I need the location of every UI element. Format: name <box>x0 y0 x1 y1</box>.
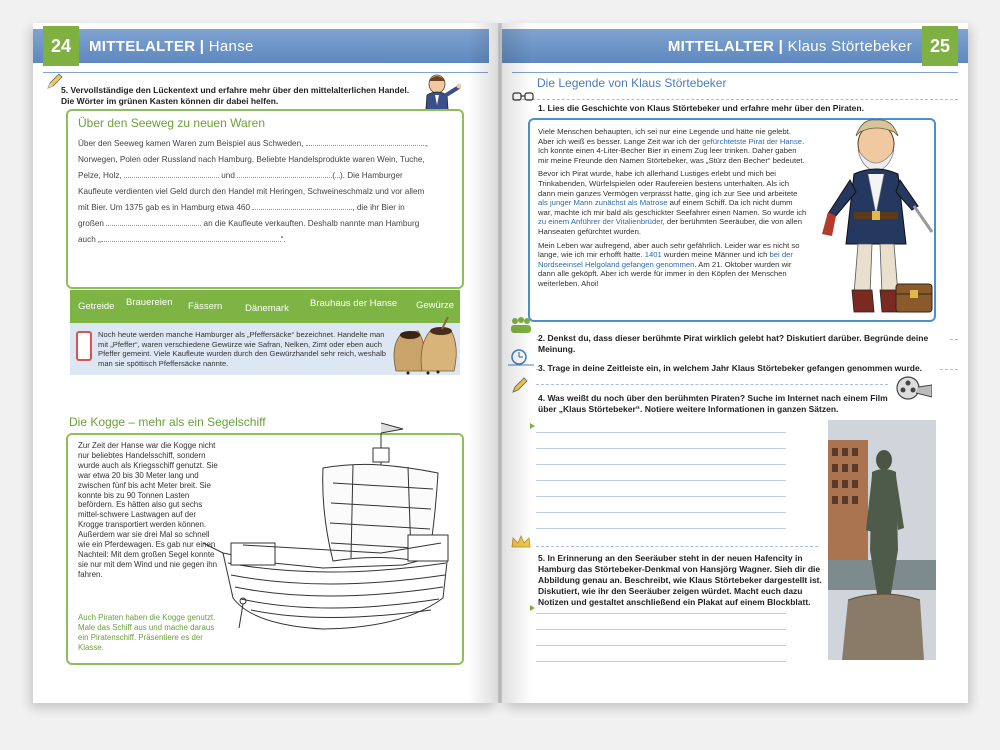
blank-1[interactable] <box>306 137 426 146</box>
kogge-text: Zur Zeit der Hanse war die Kogge nicht nur beliebtes Handelsschiff, sondern wurde auch als Kriegsschiff genutzt. Sie war etwa 20 bis 30 Meter lang und zwischen fünf bis acht Meter breit. Sie konnte bis zu 90 Tonnen Lasten befördern. Es hätten also gut sechs mittel-schwere Lastwagen auf der Krogge transportiert werden können. Außerdem war sie drei Mal so schnell wie ein Pferdewagen. Es gab nur einen Nachteil: Mit dem großen Segel konnte sie nur mit dem Wind und nie gegen ihn fahren. <box>78 441 218 579</box>
word-item: Gewürze <box>416 300 455 311</box>
blank-3[interactable] <box>237 169 332 178</box>
stortebeker-monument-photo <box>828 420 936 660</box>
blank-2[interactable] <box>124 169 219 178</box>
page-number: 24 <box>43 26 79 66</box>
pencil-icon <box>510 375 530 395</box>
cloze-text: Über den Seeweg kamen Waren zum Beispiel aus Schweden, , Norwegen, Polen oder Russland nach Hamburg. Beliebte Handelsprodukte waren Wein, Tuche, Pelze, Holz, und ( ). Die Hamburger Kaufleute verdienten viel Geld durch den Handel mit Heringen, Schweineschmalz und vor allem mit Bier. Um 1375 gab es in Hamburg etwa 460 , die ihr Bier in großen an die Kaufleute verkauften. Deshalb nannte man Hamburg auch „ “. <box>78 139 428 244</box>
divider <box>512 72 958 73</box>
page-title: MITTELALTER | Hanse <box>89 38 254 55</box>
story-box <box>528 118 936 322</box>
task-5: 5. Vervollständige den Lückentext und erfahre mehr über den mittelalterlichen Handel. Die Wörter im grünen Kasten können dir dabei helfen. <box>61 85 410 106</box>
word-item: Fässern <box>188 301 223 312</box>
film-reel-icon <box>896 375 932 401</box>
word-item: Brauereien <box>126 297 173 308</box>
word-item: Dänemark <box>245 303 289 314</box>
task-2: 2. Denkst du, dass dieser berühmte Pirat wirklich gelebt hat? Diskutiert darüber. Begründe deine Meinung. <box>538 333 948 355</box>
crown-icon <box>510 535 532 549</box>
page-title: MITTELALTER | Klaus Störtebeker <box>667 38 912 55</box>
kogge-title: Die Kogge – mehr als ein Segelschiff <box>69 415 266 429</box>
glasses-icon <box>512 91 534 103</box>
cloze-title: Über den Seeweg zu neuen Waren <box>78 116 266 130</box>
page-header-left <box>33 29 489 63</box>
task-5: 5. In Erinnerung an den Seeräuber steht in der neuen Hafencity in Hamburg das Störtebeker-Denkmal von Hansjörg Wagner. Sieh dir die Abbildung genau an. Beschreibt, wie Klaus Störtebeker dargestellt ist. Diskutiert, wie ihr den Seeräuber zeigen würdet. Macht euch dazu Notizen und gestaltet anschließend ein Plakat auf einem Blockblatt. <box>538 553 822 607</box>
kogge-ship-drawing <box>203 403 453 643</box>
right-page <box>502 23 968 703</box>
blank-5[interactable] <box>106 217 201 226</box>
info-box <box>70 323 460 375</box>
timeline-icon <box>508 346 534 366</box>
page-header-right <box>502 29 968 63</box>
task-3: 3. Trage in deine Zeitleiste ein, in welchem Jahr Klaus Störtebeker gefangen genommen wurde. <box>538 363 938 374</box>
blank-4[interactable] <box>252 201 352 210</box>
pirate-illustration <box>814 114 938 326</box>
info-text: Noch heute werden manche Hamburger als „Pfeffersäcke“ bezeichnet. Handelte man mit „Pfeffer“, waren verschiedene Gewürze wie Safran, Nelken, Zimt oder eben auch Pfeffer gemeint. Viele Kaufleute wurden durch den Gewürzhandel sehr reich, weshalb man sie spöttisch Pfeffersäcke nannte. <box>98 330 387 368</box>
word-item: Brauhaus der Hanse <box>310 298 398 309</box>
info-icon <box>76 331 92 361</box>
group-discussion-icon <box>510 316 532 334</box>
left-page <box>33 23 498 703</box>
word-item: Getreide <box>78 301 115 312</box>
page-number: 25 <box>922 26 958 66</box>
divider <box>536 384 888 385</box>
spice-sacks-image <box>388 315 460 375</box>
blank-6[interactable] <box>101 233 281 242</box>
task-4: 4. Was weißt du noch über den berühmten Piraten? Suche im Internet nach einem Film über „Klaus Störtebeker“. Notiere weitere Informationen in ganzen Sätzen. <box>538 393 888 414</box>
kogge-task: Auch Piraten haben die Kogge genutzt. Male das Schiff aus und mache daraus ein Piratenschiff. Präsentiere es der Klasse. <box>78 613 216 652</box>
task-1: 1. Lies die Geschichte von Klaus Störtebeker und erfahre mehr über den Piraten. <box>538 103 864 113</box>
story-text: Viele Menschen behaupten, ich sei nur eine Legende und hätte nie gelebt. Aber ich weiß es besser. Lange Zeit war ich der gefürchtetste Pirat der Hanse. Ich konnte einen 4-Liter-Becher Bier in einem Zug leer trinken. Daher gaben mir meine Freunde den Namen Störtebeker, was „Stürz den Becher“ bedeutet. Bevor ich Pirat wurde, habe ich allerhand Lustiges erlebt und mich bei Trinkabenden, Würfelspielen oder Raufereien bestens unterhalten. Als ich dann mein ganzes Vermögen verprasst hatte, ging ich zur See und arbeitete als junger Mann zunächst als Matrose auf einem Schiff. Da ich nicht dumm war, machte ich mir bald als geschickter Seefahrer einen Namen. So wurde ich zu einem Anführer der Vitalienbrüder, der berühmten Seeräuber, die von allen Hanseaten gefürchtet wurden. Mein Leben war aufregend, aber auch sehr gefährlich. Leider war es nicht so lange, wie ich mir erhofft hatte. 1401 wurden meine Männer und ich bei der Nordseeinsel Helgoland gefangen genommen. Am 21. Oktober wurden wir dann alle geköpft. Aber ich werde für immer in den Köpfen der Menschen weiterleben. Ahoi! <box>538 127 807 288</box>
section-title: Die Legende von Klaus Störtebeker <box>537 76 727 90</box>
divider <box>536 546 818 547</box>
divider <box>512 99 958 100</box>
